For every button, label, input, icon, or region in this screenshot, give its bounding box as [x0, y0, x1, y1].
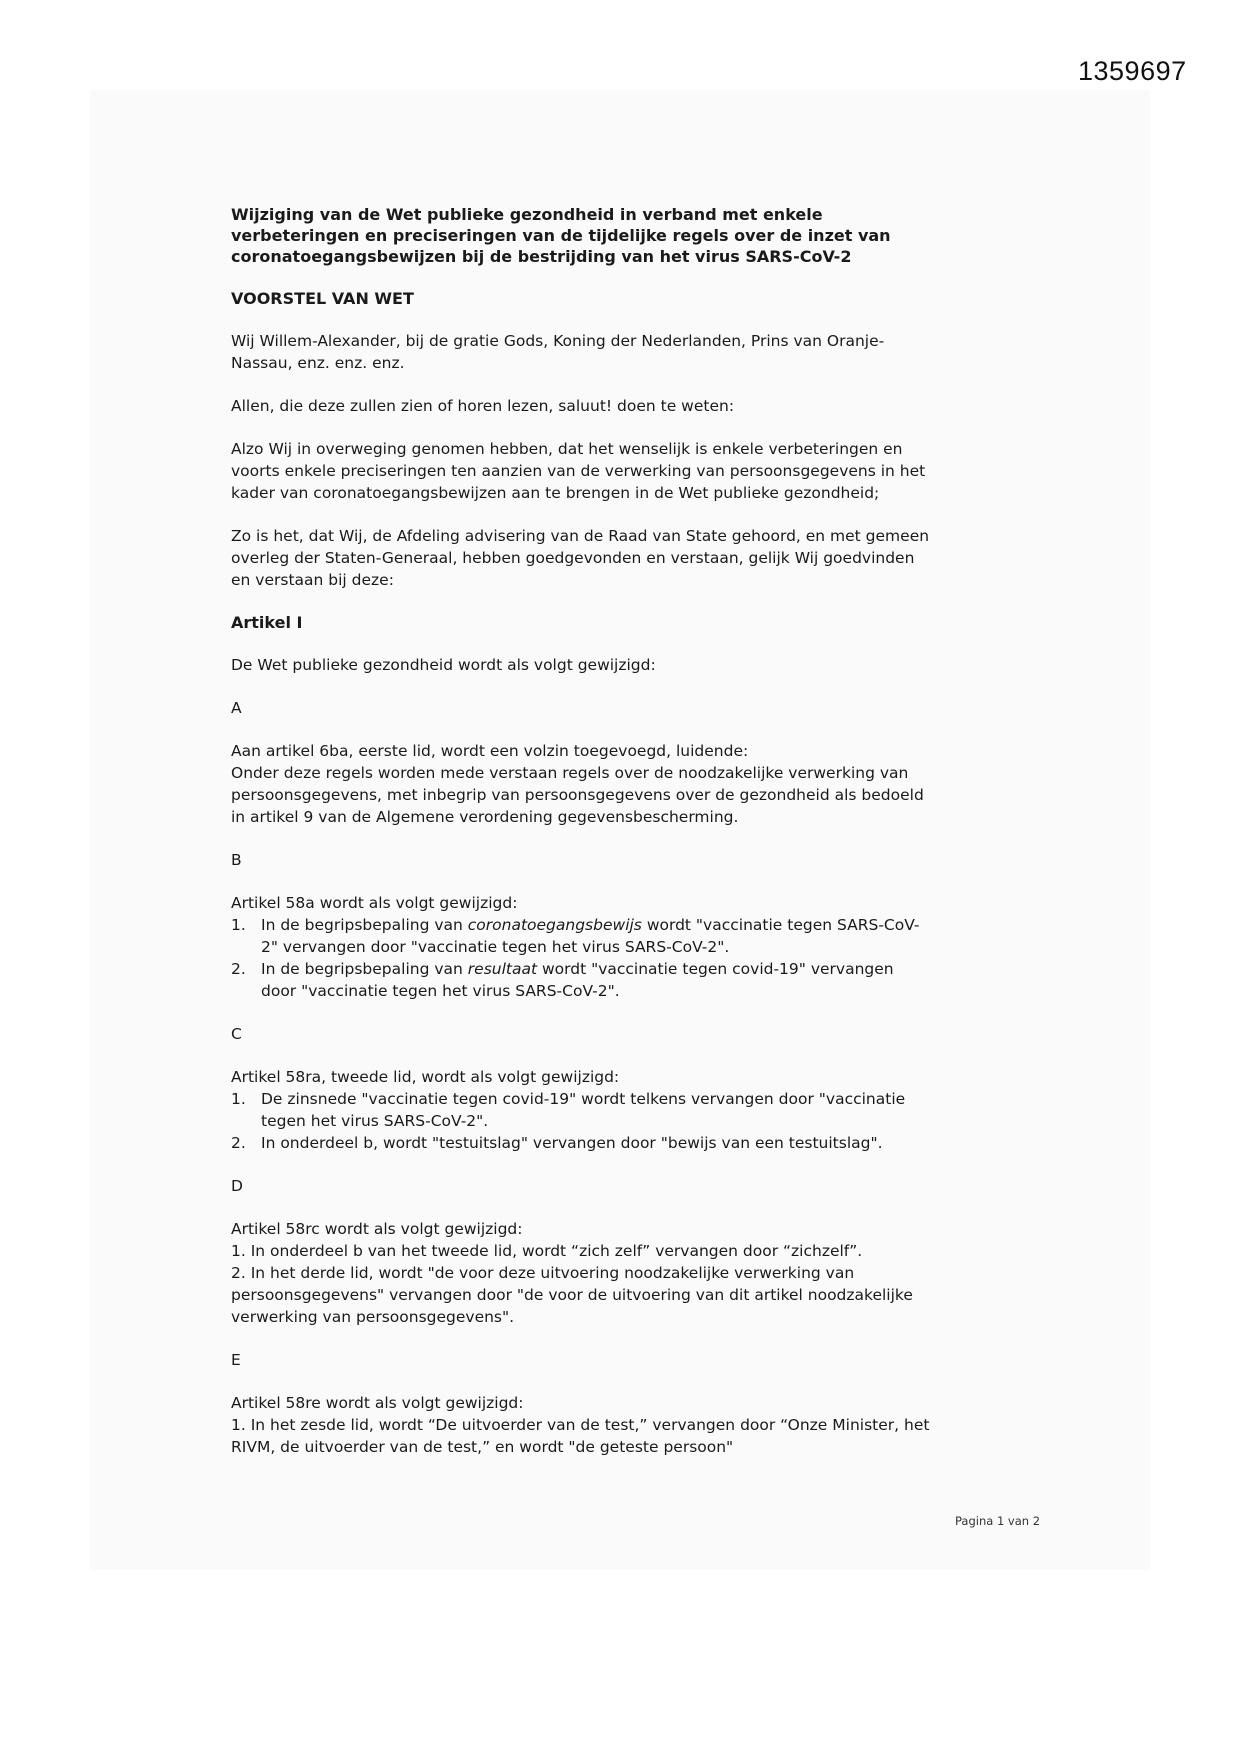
item-text: In onderdeel b, wordt "testuitslag" vervangen door "bewijs van een testuitslag".	[261, 1134, 883, 1152]
list-item	[231, 914, 931, 958]
preamble-greeting: Allen, die deze zullen zien of horen lezen, saluut! doen te weten:	[231, 397, 735, 415]
section-letter-a: A	[231, 699, 242, 717]
section-e	[231, 1392, 931, 1458]
section-d	[231, 1218, 931, 1328]
section-e-item-1: 1. In het zesde lid, wordt “De uitvoerder van de test,” vervangen door “Onze Minister, het RIVM, de uitvoerder van de test,” en wordt "de geteste persoon"	[231, 1416, 930, 1456]
section-d-intro: Artikel 58rc wordt als volgt gewijzigd:	[231, 1220, 523, 1238]
page-number: Pagina 1 van 2	[955, 1514, 1041, 1528]
section-b-list	[231, 914, 931, 1002]
document-title: Wijziging van de Wet publieke gezondheid in verband met enkele verbeteringen en preciseringen van de tijdelijke regels over de inzet van coronatoegangsbewijzen bij de bestrijding van het virus SARS-CoV-2	[231, 205, 891, 266]
preamble-king: Wij Willem-Alexander, bij de gratie Gods, Koning der Nederlanden, Prins van Oranje-Nassau, enz. enz. enz.	[231, 332, 885, 372]
section-d-item-1: 1. In onderdeel b van het tweede lid, wordt “zich zelf” vervangen door “zichzelf”.	[231, 1242, 863, 1260]
section-a-intro: Aan artikel 6ba, eerste lid, wordt een volzin toegevoegd, luidende:	[231, 742, 749, 760]
section-letter-e: E	[231, 1351, 241, 1369]
item-text: wordt "vaccinatie tegen SARS-CoV-2" vervangen door "vaccinatie tegen het virus SARS-CoV-2".	[261, 916, 920, 956]
section-c	[231, 1066, 931, 1154]
item-term: coronatoegangsbewijs	[467, 916, 642, 934]
preamble-enactment: Zo is het, dat Wij, de Afdeling advisering van de Raad van State gehoord, en met gemeen overleg der Staten-Generaal, hebben goedgevonden en verstaan, gelijk Wij goedvinden en verstaan bij deze:	[231, 527, 930, 589]
list-item	[231, 1088, 931, 1132]
section-c-intro: Artikel 58ra, tweede lid, wordt als volgt gewijzigd:	[231, 1068, 620, 1086]
section-letter-c: C	[231, 1025, 242, 1043]
section-c-list	[231, 1088, 931, 1154]
document-id: 1359697	[1078, 56, 1187, 86]
list-item	[231, 958, 931, 1002]
item-number: 2.	[231, 1134, 246, 1152]
document-body	[231, 204, 931, 1479]
list-item	[231, 1132, 931, 1154]
item-text: In de begripsbepaling van	[261, 916, 468, 934]
item-term: resultaat	[467, 960, 538, 978]
section-letter-d: D	[231, 1177, 243, 1195]
section-b	[231, 892, 931, 1002]
proposal-heading: VOORSTEL VAN WET	[231, 289, 414, 308]
item-text: De zinsnede "vaccinatie tegen covid-19" wordt telkens vervangen door "vaccinatie tegen het virus SARS-CoV-2".	[261, 1090, 906, 1130]
item-number: 1.	[231, 1090, 246, 1108]
section-d-item-2: 2. In het derde lid, wordt "de voor deze uitvoering noodzakelijke verwerking van persoonsgegevens" vervangen door "de voor de uitvoering van dit artikel noodzakelijke verwerking van persoonsgegevens".	[231, 1264, 913, 1326]
item-text: wordt "vaccinatie tegen covid-19" vervangen door "vaccinatie tegen het virus SARS-CoV-2".	[261, 960, 894, 1000]
section-a-text: Onder deze regels worden mede verstaan regels over de noodzakelijke verwerking van persoonsgegevens, met inbegrip van persoonsgegevens over de gezondheid als bedoeld in artikel 9 van de Algemene verordening gegevensbescherming.	[231, 764, 924, 826]
section-a	[231, 740, 931, 828]
section-b-intro: Artikel 58a wordt als volgt gewijzigd:	[231, 894, 518, 912]
item-number: 2.	[231, 960, 246, 978]
article-intro: De Wet publieke gezondheid wordt als volgt gewijzigd:	[231, 656, 656, 674]
preamble-consideration: Alzo Wij in overweging genomen hebben, dat het wenselijk is enkele verbeteringen en voorts enkele preciseringen ten aanzien van de verwerking van persoonsgegevens in het kader van coronatoegangsbewijzen aan te brengen in de Wet publieke gezondheid;	[231, 440, 926, 502]
section-e-intro: Artikel 58re wordt als volgt gewijzigd:	[231, 1394, 524, 1412]
article-heading: Artikel I	[231, 613, 303, 632]
item-text: In de begripsbepaling van	[261, 960, 468, 978]
section-letter-b: B	[231, 851, 242, 869]
item-number: 1.	[231, 916, 246, 934]
